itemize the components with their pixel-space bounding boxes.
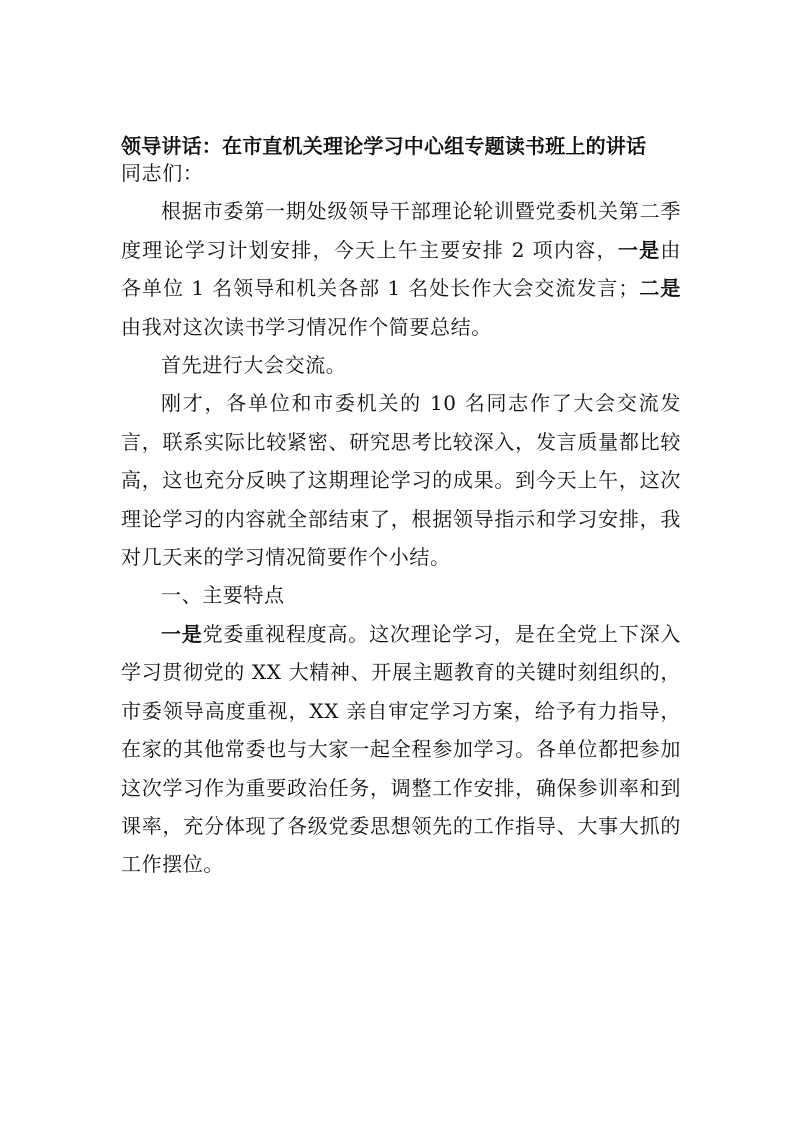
bold-marker-yi-shi: 一是 [617, 237, 661, 262]
text-segment: 由我对这次读书学习情况作个简要总结。 [121, 314, 492, 339]
text-segment: 首先进行大会交流。 [161, 353, 347, 378]
bold-marker-yi-shi: 一是 [161, 621, 203, 646]
text-segment: 根据市委第一期处级领导干部理论轮训暨党委机关第二季度理论学习计划安排，今天上午主要安排 2 项内容， [121, 199, 681, 262]
paragraph-3 [121, 384, 681, 576]
bold-marker-er-shi: 二是 [638, 276, 681, 301]
text-segment: 由各单位 1 名领导和机关各部 1 名处长作大会交流发言； [121, 237, 681, 301]
document-title: 领导讲话：在市直机关理论学习中心组专题读书班上的讲话 [121, 134, 647, 158]
section-heading-text: 一、主要特点 [161, 583, 285, 608]
section-heading [121, 576, 681, 614]
greeting: 同志们： [121, 161, 204, 185]
text-segment: 刚才，各单位和市委机关的 10 名同志作了大会交流发言，联系实际比较紧密、研究思考比较深入，发言质量都比较高，这也充分反映了这期理论学习的成果。到今天上午，这次理论学习的内容就全部结束了，根据领导指示和学习安排，我对几天来的学习情况简要作个小结。 [121, 391, 681, 570]
paragraph-2 [121, 346, 681, 384]
text-segment: 党委重视程度高。这次理论学习，是在全党上下深入学习贯彻党的 XX 大精神、开展主题教育的关键时刻组织的，市委领导高度重视，XX 亲自审定学习方案，给予有力指导，在家的其他常委也与大家一起全程参加学习。各单位都把参加这次学习作为重要政治任务，调整工作安排，确保参训率和到课率，充分体现了各级党委思想领先的工作指导、大事大抓的工作摆位。 [121, 621, 681, 877]
paragraph-4 [121, 615, 681, 884]
paragraph-1 [121, 192, 681, 346]
document-body [121, 154, 681, 884]
